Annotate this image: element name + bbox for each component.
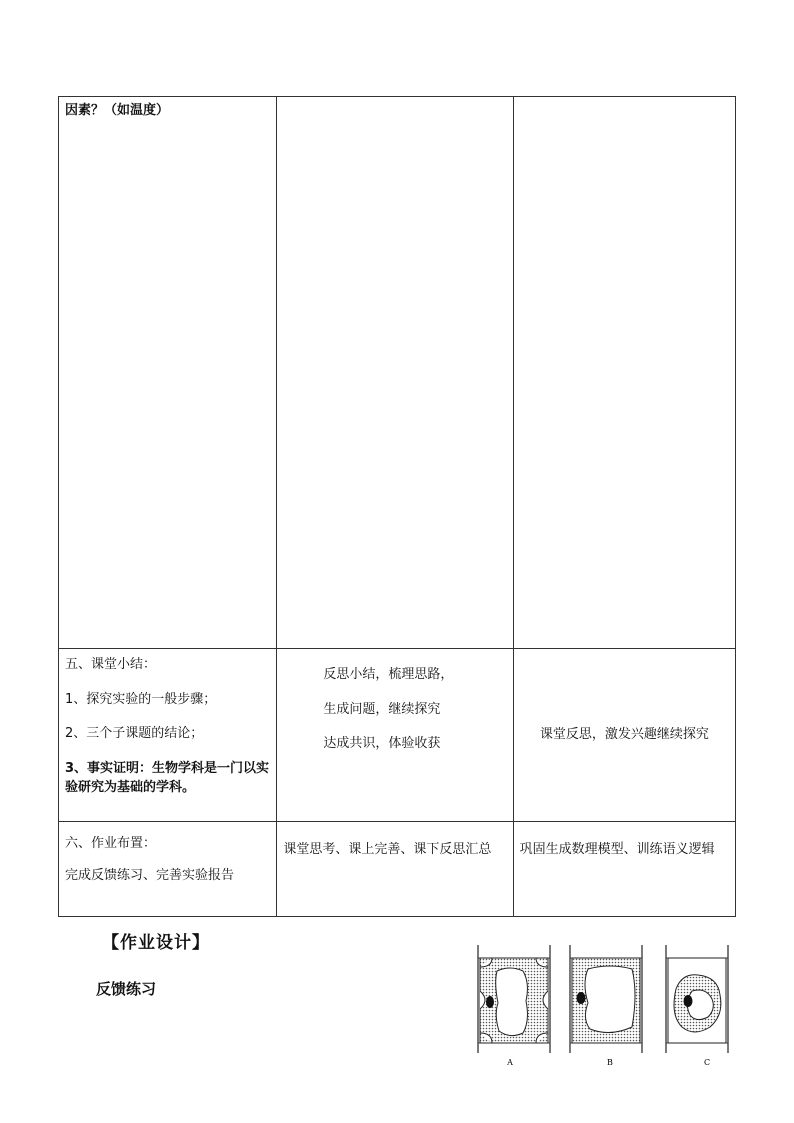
- cell-homework-purpose: [513, 822, 735, 917]
- cell-empty: [277, 97, 513, 649]
- cell-b-diagram: [570, 945, 642, 1053]
- factor-question-text: 因素？（如温度）: [65, 103, 170, 118]
- sub-title: 反馈练习: [96, 980, 157, 998]
- cell-summary-purpose: [513, 649, 735, 822]
- cell-homework: [59, 822, 277, 917]
- cell-summary-activity: [277, 649, 513, 822]
- cell-a-diagram: [478, 945, 550, 1053]
- homework-heading: 六、作业布置：: [65, 836, 157, 851]
- summary-heading: 五、课堂小结：: [65, 657, 157, 672]
- figure-label-b: B: [607, 1058, 613, 1067]
- purpose-text: 课堂反思，激发兴趣继续探究: [539, 727, 709, 743]
- figure-label-c: C: [703, 1058, 711, 1067]
- activity-line: 反思小结，梳理思路，: [323, 667, 454, 682]
- figure-label-a: A: [507, 1058, 513, 1067]
- table-row: [59, 97, 736, 649]
- homework-item: 完成反馈练习、完善实验报告: [65, 867, 235, 883]
- table-row: [59, 649, 736, 822]
- homework-activity-text: 课堂思考、课上完善、课下反思汇总: [283, 842, 492, 857]
- activity-line: 达成共识，体验收获: [323, 736, 441, 751]
- cell-homework-activity: [277, 822, 513, 917]
- activity-line: 生成问题，继续探究: [323, 701, 441, 717]
- table-row: [59, 822, 736, 917]
- homework-purpose-text: 巩固生成数理模型、训练语义逻辑: [519, 842, 715, 857]
- section-title: 【作业设计】: [102, 933, 210, 953]
- cell-c-diagram: [666, 945, 728, 1053]
- plant-cell-figure: [470, 943, 740, 1073]
- cell-empty: [513, 97, 735, 649]
- summary-item-bold: 3、事实证明：生物学科是一门以实验研究为基础的学科。: [65, 760, 270, 795]
- lesson-plan-table: [58, 96, 736, 917]
- summary-item: 1、探究实验的一般步骤；: [65, 691, 217, 707]
- summary-item: 2、三个子课题的结论；: [65, 726, 204, 741]
- cell-factor-question: [59, 97, 277, 649]
- cell-class-summary: [59, 649, 277, 822]
